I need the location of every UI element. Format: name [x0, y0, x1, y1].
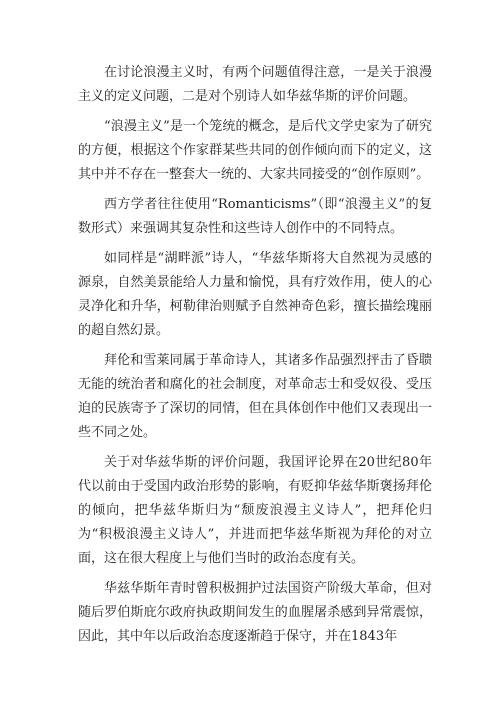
paragraph-byron-shelley: 拜伦和雪莱同属于革命诗人，其诸多作品强烈抨击了昏聩无能的统治者和腐化的社会制度，对革命志士和受奴役、受压迫的民族寄予了深切的同情，但在具体创作中他们又表现出一些不同之处。 [78, 353, 432, 440]
paragraph-romanticism-concept: “浪漫主义”是一个笼统的概念，是后代文学史家为了研究的方便，根据这个作家群某些共同的创作倾向而下的定义，这其中并不存在一整套大一统的、大家共同接受的“创作原则”。 [78, 119, 432, 182]
paragraph-romanticisms-plural: 西方学者往往使用“Romanticisms”（即“浪漫主义”的复数形式）来强调其复杂性和这些诗人创作中的不同特点。 [78, 197, 432, 236]
paragraph-wordsworth-evaluation: 关于对华兹华斯的评价问题，我国评论界在20世纪80年代以前由于受国内政治形势的影响，有贬抑华兹华斯褒扬拜伦的倾向，把华兹华斯归为“颓废浪漫主义诗人”，把拜伦归为“积极浪漫主义诗人”，并进而把华兹华斯视为拜伦的对立面，这在很大程度上与他们当时的政治态度有关。 [78, 455, 432, 566]
paragraph-definition-issue: 在讨论浪漫主义时，有两个问题值得注意，一是关于浪漫主义的定义问题，二是对个别诗人如华兹华斯的评价问题。 [78, 65, 432, 104]
paragraph-wordsworth-politics: 华兹华斯年青时曾积极拥护过法国资产阶级大革命，但对随后罗伯斯庇尔政府执政期间发生的血腥屠杀感到异常震惊，因此，其中年以后政治态度逐渐趋于保守，并在1843年 [78, 581, 432, 644]
document-body [78, 61, 432, 655]
paragraph-lake-poets: 如同样是“湖畔派”诗人，“华兹华斯将大自然视为灵感的源泉，自然美景能给人力量和愉悦，具有疗效作用，使人的心灵净化和升华，柯勒律治则赋予自然神奇色彩，擅长描绘瑰丽的超自然幻景。 [78, 251, 432, 338]
